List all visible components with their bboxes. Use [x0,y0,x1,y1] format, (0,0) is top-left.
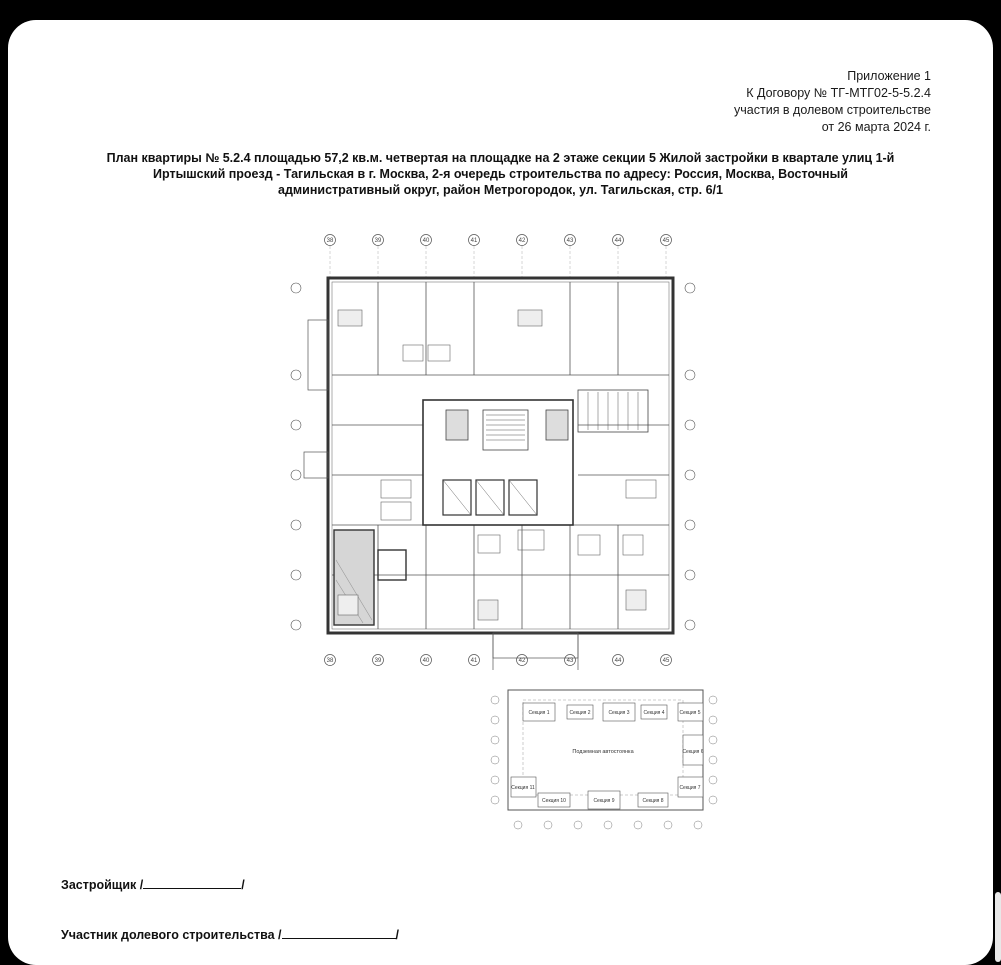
participant-signature [61,928,399,942]
axis-label: 42 [518,658,526,664]
section-label: Секция 10 [542,798,566,804]
floor-plan-drawing [278,230,708,670]
signature-end: / [241,878,245,892]
title-line: План квартиры № 5.2.4 площадью 57,2 кв.м. четвертая на площадке на 2 этаже секции 5 Жилой застройки в квартале улиц 1-й [106,151,895,165]
section-label: Секция 7 [679,785,701,791]
axis-label: 40 [422,238,430,244]
parking-label: Подземная автостоянка [572,749,634,755]
site-scheme [483,665,723,835]
section-label: Секция 1 [528,710,550,716]
contract-date: от 26 марта 2024 г. [821,120,931,134]
document-page [8,20,993,965]
axis-label: 43 [566,238,574,244]
document-title [48,150,953,198]
annex-line: участия в долевом строительстве [734,103,931,117]
room-fixtures [338,310,656,620]
section-label: Секция 11 [511,785,535,791]
axis-label: 41 [470,238,478,244]
axis-label: 42 [518,238,526,244]
axis-label: 40 [422,658,430,664]
axis-label: 43 [566,658,574,664]
axis-label: 44 [614,658,622,664]
axis-label: 39 [374,238,382,244]
axis-label: 38 [326,238,334,244]
axis-label: 45 [662,238,670,244]
annex-line: Приложение 1 [847,69,931,83]
section-label: Секция 8 [642,798,664,804]
section-label: Секция 2 [569,710,591,716]
contract-number: К Договору № ТГ-МТГ02-5-5.2.4 [746,86,931,100]
section-label: Секция 4 [643,710,665,716]
axis-label: 45 [662,658,670,664]
title-line: административный округ, район Метрогородок, ул. Тагильская, стр. 6/1 [278,183,723,197]
left-annex [304,320,328,478]
interior-walls [332,282,669,629]
section-label: Секция 6 [682,749,704,755]
building-core [423,390,648,525]
developer-label: Застройщик / [61,878,144,892]
axis-label: 41 [470,658,478,664]
signature-line [282,938,396,939]
signature-line [143,888,241,889]
developer-signature [61,878,245,892]
axis-markers-bottom [325,655,672,666]
axis-label: 39 [374,658,382,664]
scrollbar-thumb[interactable] [995,892,1001,962]
title-line: Иртышский проезд - Тагильская в г. Москва, 2-я очередь строительства по адресу: Россия, Москва, Восточный [153,167,848,181]
axis-label: 38 [326,658,334,664]
signature-end: / [395,928,400,942]
section-label: Секция 9 [593,798,615,804]
section-label: Секция 5 [679,710,701,716]
section-label: Секция 3 [608,710,630,716]
axis-label: 44 [614,238,622,244]
annex-block [734,68,931,136]
participant-label: Участник долевого строительства / [61,928,282,942]
axis-markers-top [325,235,672,279]
